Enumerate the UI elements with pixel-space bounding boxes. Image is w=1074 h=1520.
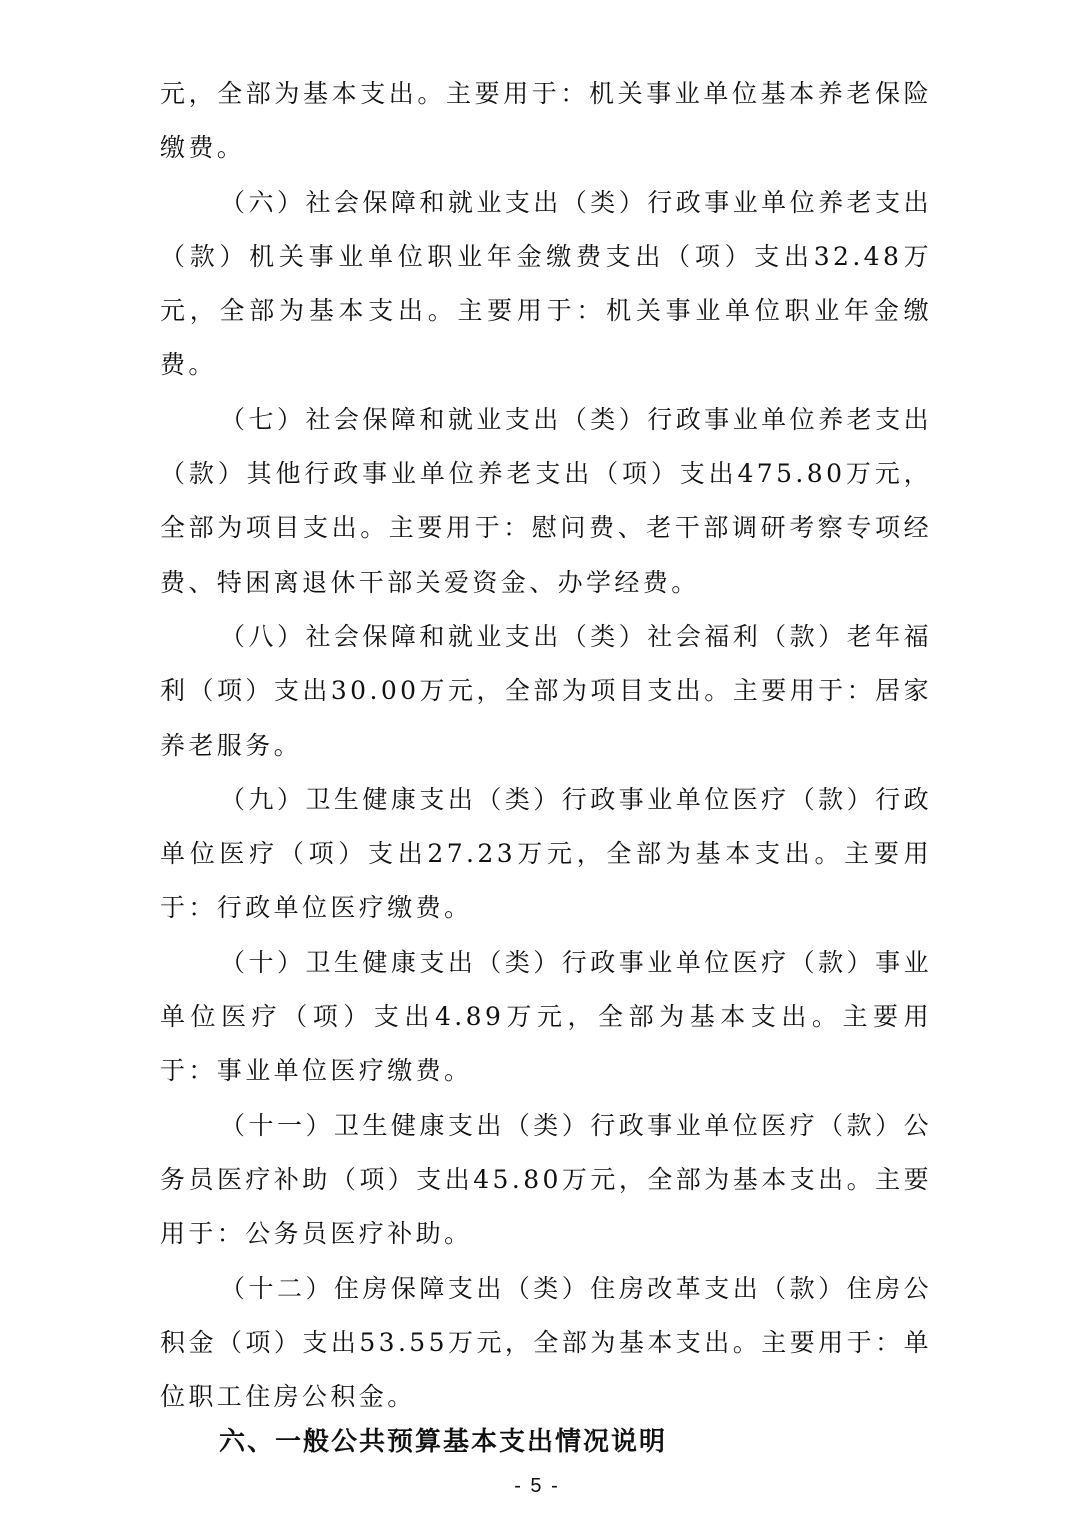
paragraph-item-7: （七）社会保障和就业支出（类）行政事业单位养老支出（款）其他行政事业单位养老支出（项）支出475.80万元，全部为项目支出。主要用于：慰问费、老干部调研考察专项经费、特困离退休干部关爱资金、办学经费。 xyxy=(160,404,932,597)
paragraph-continuation: 元，全部为基本支出。主要用于：机关事业单位基本养老保险缴费。 xyxy=(160,79,932,163)
paragraph-item-8: （八）社会保障和就业支出（类）社会福利（款）老年福利（项）支出30.00万元，全部为项目支出。主要用于：居家养老服务。 xyxy=(160,621,932,760)
paragraph-item-11: （十一）卫生健康支出（类）行政事业单位医疗（款）公务员医疗补助（项）支出45.80万元，全部为基本支出。主要用于：公务员医疗补助。 xyxy=(160,1110,932,1249)
page-number: - 5 - xyxy=(514,1475,560,1497)
paragraph-item-10: （十）卫生健康支出（类）行政事业单位医疗（款）事业单位医疗（项）支出4.89万元，全部为基本支出。主要用于：事业单位医疗缴费。 xyxy=(160,947,932,1086)
paragraph-item-12: （十二）住房保障支出（类）住房改革支出（款）住房公积金（项）支出53.55万元，全部为基本支出。主要用于：单位职工住房公积金。 xyxy=(160,1273,932,1412)
paragraph-item-6: （六）社会保障和就业支出（类）行政事业单位养老支出（款）机关事业单位职业年金缴费支出（项）支出32.48万元，全部为基本支出。主要用于：机关事业单位职业年金缴费。 xyxy=(160,187,932,380)
paragraph-item-9: （九）卫生健康支出（类）行政事业单位医疗（款）行政单位医疗（项）支出27.23万元，全部为基本支出。主要用于：行政单位医疗缴费。 xyxy=(160,784,932,923)
section-heading: 六、一般公共预算基本支出情况说明 xyxy=(219,1427,668,1457)
body-text xyxy=(160,67,932,1424)
